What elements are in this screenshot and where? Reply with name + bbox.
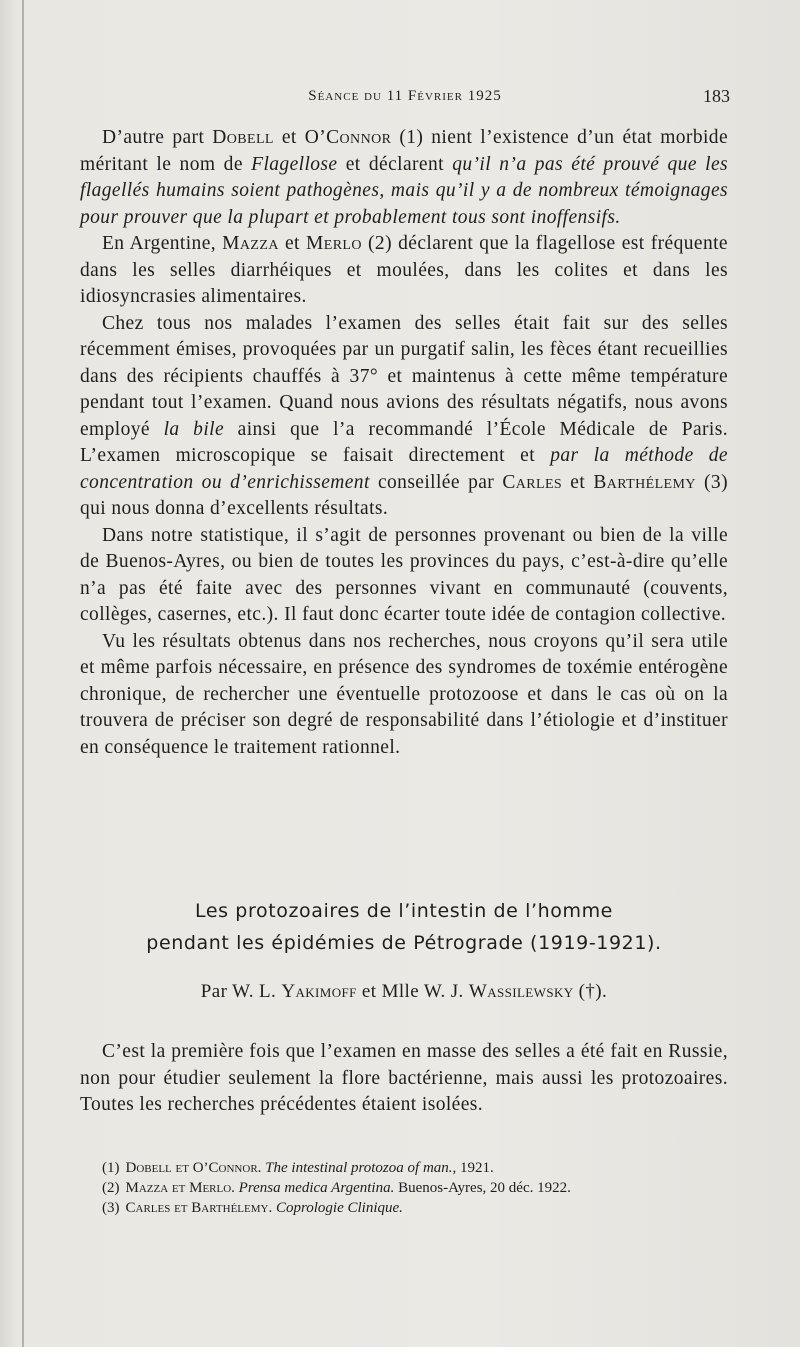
article-title-line-2: pendant les épidémies de Pétrograde (1919-1921).: [146, 932, 662, 954]
page-number: 183: [703, 86, 730, 106]
text-run: et Mlle W. J.: [356, 981, 469, 1002]
text-run: et: [562, 471, 594, 493]
article-authors: [80, 981, 728, 1003]
text-run: et: [273, 127, 305, 148]
author-name: Mazza: [222, 233, 279, 254]
footnote-number: (1): [102, 1160, 120, 1176]
footnote-authors: Dobell et O’Connor.: [125, 1160, 262, 1176]
italic-quote: qu’il n’a pas été prouvé que les flagellés humains soient pathogènes, mais qu’il y a de nombreux témoignages pour prouver que la plupart et probablement tous sont inoffensifs.: [80, 153, 729, 228]
author-name: O’Connor: [304, 127, 392, 148]
text-run: Chez tous nos malades l’examen des selles était fait sur des selles récemment émises, provoquées par un purgatif salin, les fèces étant recueillies dans des récipients chauffés à 37° et maintenus à cette même température pendant tout l’examen. Quand nous avions des résultats négatifs, nous avons employé: [80, 312, 728, 440]
text-run: D’autre part: [102, 127, 213, 148]
article-title-line-1: Les protozoaires de l’intestin de l’homme: [195, 900, 613, 922]
text-run: En Argentine,: [102, 233, 223, 254]
paragraph-2: [80, 231, 728, 311]
italic-term: par la méthode de concentration ou d’enrichissement: [80, 445, 728, 493]
footnote-authors: Mazza et Merlo.: [125, 1180, 235, 1196]
footnote-number: (3): [102, 1200, 120, 1216]
text-run: (†).: [573, 981, 608, 1002]
footnote-work: The intestinal protozoa of man.: [265, 1160, 453, 1176]
text-run: (2) déclarent que la flagellose est fréquente dans les selles diarrhéiques et moulées, dans les colites et dans les idiosyncrasies alimentaires.: [80, 233, 728, 307]
text-run: conseillée par: [369, 471, 503, 493]
article-title: [80, 895, 728, 959]
text-run: et déclarent: [337, 153, 453, 175]
paragraph-1: [80, 125, 728, 231]
footnote-details: , 1921.: [452, 1160, 494, 1176]
running-head: Séance du 11 Février 1925: [308, 88, 502, 104]
author-name: Wassilewsky: [468, 981, 574, 1002]
text-run: Par W. L.: [200, 981, 282, 1002]
article-intro: C’est la première fois que l’examen en masse des selles a été fait en Russie, non pour étudier seulement la flore bactérienne, mais aussi les protozoaires. Toutes les recherches précédentes étaient isolées.: [80, 1041, 728, 1115]
italic-term: la bile: [163, 418, 225, 440]
author-name: Carles: [502, 471, 563, 493]
footnote-work: Prensa medica Argentina.: [238, 1180, 395, 1196]
footnote: [102, 1178, 742, 1198]
author-name: Merlo: [306, 233, 362, 254]
footnote-details: Buenos-Ayres, 20 déc. 1922.: [394, 1180, 571, 1196]
text-run: (1) nient l’existence d’un état morbide méritant le nom de: [80, 127, 728, 175]
paragraph-3: [80, 311, 728, 523]
footnote-authors: Carles et Barthélemy.: [125, 1200, 273, 1216]
page-header: [80, 84, 730, 114]
author-name: Yakimoff: [281, 981, 357, 1002]
text-run: et: [278, 233, 306, 254]
body-text: [80, 125, 728, 761]
paragraph-5: Vu les résultats obtenus dans nos recherches, nous croyons qu’il sera utile et même parfois nécessaire, en présence des syndromes de toxémie entérogène chronique, de rechercher une éventuelle protozoose et dans le cas où on la trouvera de préciser son degré de responsabilité dans l’étiologie et d’instituer en conséquence le traitement rationnel.: [80, 630, 728, 758]
footnote-number: (2): [102, 1180, 120, 1196]
text-run: (3) qui nous donna d’excellents résultats.: [80, 471, 728, 519]
footnote: [102, 1198, 742, 1218]
footnote: [102, 1158, 742, 1178]
page-spine-shadow: [22, 0, 24, 1347]
author-name: Dobell: [212, 127, 274, 148]
text-run: ainsi que l’a recommandé l’École Médicale de Paris. L’examen microscopique se faisait directement et: [80, 418, 728, 466]
article-section: [80, 895, 728, 1138]
italic-term: Flagellose: [251, 153, 338, 175]
author-name: Barthélemy: [593, 471, 696, 493]
paragraph-4: Dans notre statistique, il s’agit de personnes provenant ou bien de la ville de Buenos-Ayres, ou bien de toutes les provinces du pays, c’est-à-dire qu’elle n’a pas été faite avec des personnes vivant en communauté (couvents, collèges, casernes, etc.). Il faut donc écarter toute idée de contagion collective.: [80, 524, 728, 625]
footnote-work: Coprologie Clinique.: [275, 1200, 403, 1216]
footnotes: [102, 1158, 742, 1218]
